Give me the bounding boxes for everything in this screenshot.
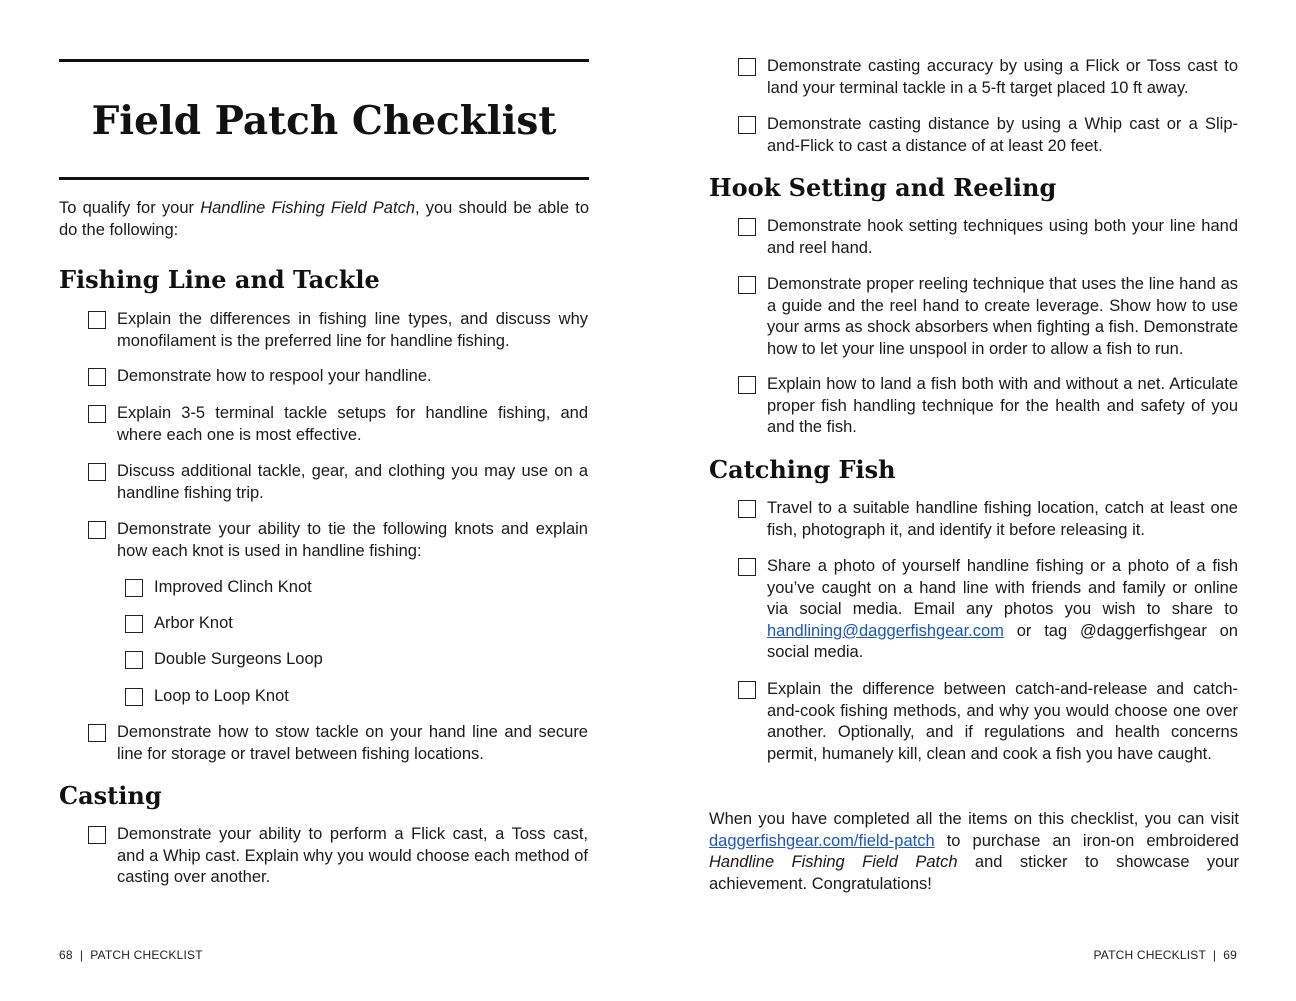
checklist-item: Discuss additional tackle, gear, and clothing you may use on a handline fishing trip. xyxy=(88,461,589,504)
section-heading-line-tackle: Fishing Line and Tackle xyxy=(59,265,380,294)
checklist-item: Explain the difference between catch-and-release and catch-and-cook fishing methods, and why you would choose one over another. Optionally, and if regulations and health concerns permit, humanely kill, clean and cook a fish you have caught. xyxy=(738,679,1239,765)
checkbox[interactable] xyxy=(738,558,756,576)
checklist-item: Demonstrate proper reeling technique that uses the line hand as a guide and the reel hand to create leverage. Show how to use your arms as shock absorbers when fighting a fish. Demonstrate how to let your line unspool in order to allow a fish to run. xyxy=(738,274,1239,360)
checkbox[interactable] xyxy=(88,724,106,742)
checklist-item: Demonstrate hook setting techniques using both your line hand and reel hand. xyxy=(738,216,1239,259)
section-heading-hook-setting: Hook Setting and Reeling xyxy=(709,173,1057,202)
section-heading-catching-fish: Catching Fish xyxy=(709,455,896,484)
checkbox[interactable] xyxy=(88,368,106,386)
checkbox[interactable] xyxy=(125,651,143,669)
checkbox[interactable] xyxy=(88,311,106,329)
checkbox[interactable] xyxy=(125,615,143,633)
page-footer-right: PATCH CHECKLIST | 69 xyxy=(1093,948,1237,962)
checklist-item: Demonstrate your ability to tie the following knots and explain how each knot is used in handline fishing: xyxy=(88,519,589,562)
checkbox[interactable] xyxy=(738,58,756,76)
intro-paragraph: To qualify for your Handline Fishing Field Patch, you should be able to do the following: xyxy=(59,199,590,239)
checkbox[interactable] xyxy=(88,405,106,423)
checklist-item: Travel to a suitable handline fishing location, catch at least one fish, photograph it, and identify it before releasing it. xyxy=(738,498,1239,541)
checkbox[interactable] xyxy=(738,681,756,699)
knot-item-improved-clinch: Improved Clinch Knot xyxy=(125,577,589,599)
checklist-item: Explain the differences in fishing line types, and discuss why monofilament is the preferred line for handline fishing. xyxy=(88,309,589,352)
checkbox[interactable] xyxy=(738,116,756,134)
checkbox[interactable] xyxy=(125,579,143,597)
checklist-item: Demonstrate how to stow tackle on your hand line and secure line for storage or travel between fishing locations. xyxy=(88,722,589,765)
checklist-item: Explain how to land a fish both with and without a net. Articulate proper fish handling technique for the health and safety of you and the fish. xyxy=(738,374,1239,439)
title-bottom-rule xyxy=(59,177,589,180)
checkbox[interactable] xyxy=(738,376,756,394)
checklist-item: Demonstrate your ability to perform a Flick cast, a Toss cast, and a Whip cast. Explain why you would choose each method of casting over another. xyxy=(88,824,589,889)
checklist-item: Demonstrate how to respool your handline. xyxy=(88,366,589,388)
checkbox[interactable] xyxy=(88,826,106,844)
knot-item-arbor: Arbor Knot xyxy=(125,613,589,635)
checkbox[interactable] xyxy=(738,218,756,236)
checkbox[interactable] xyxy=(125,688,143,706)
checkbox[interactable] xyxy=(88,463,106,481)
right-page xyxy=(648,0,1296,1001)
email-link[interactable]: handlining@daggerfishgear.com xyxy=(767,621,1004,640)
checkbox[interactable] xyxy=(738,500,756,518)
page-title: Field Patch Checklist xyxy=(91,98,557,144)
field-patch-link[interactable]: daggerfishgear.com/field-patch xyxy=(709,831,935,850)
checklist-item: Demonstrate casting distance by using a Whip cast or a Slip-and-Flick to cast a distance of at least 20 feet. xyxy=(738,114,1239,157)
knot-item-loop-to-loop: Loop to Loop Knot xyxy=(125,686,589,708)
checklist-item: Share a photo of yourself handline fishing or a photo of a fish you’ve caught on a hand line with friends and family or online via social media. Email any photos you wish to share to handlining@daggerfishgear.com or tag @daggerfishgear on social media. xyxy=(738,556,1239,664)
page-footer-left: 68 | PATCH CHECKLIST xyxy=(59,948,203,962)
checkbox[interactable] xyxy=(738,276,756,294)
knot-item-double-surgeons: Double Surgeons Loop xyxy=(125,649,589,671)
checklist-item: Demonstrate casting accuracy by using a Flick or Toss cast to land your terminal tackle in a 5-ft target placed 10 ft away. xyxy=(738,56,1239,99)
closing-paragraph: When you have completed all the items on this checklist, you can visit daggerfishgear.com/field-patch to purchase an iron-on embroidered Handline Fishing Field Patch and sticker to showcase your achievement. Congratulations! xyxy=(709,810,1239,893)
title-top-rule xyxy=(59,59,589,62)
section-heading-casting: Casting xyxy=(59,781,162,810)
checkbox[interactable] xyxy=(88,521,106,539)
checklist-item: Explain 3-5 terminal tackle setups for handline fishing, and where each one is most effective. xyxy=(88,403,589,446)
